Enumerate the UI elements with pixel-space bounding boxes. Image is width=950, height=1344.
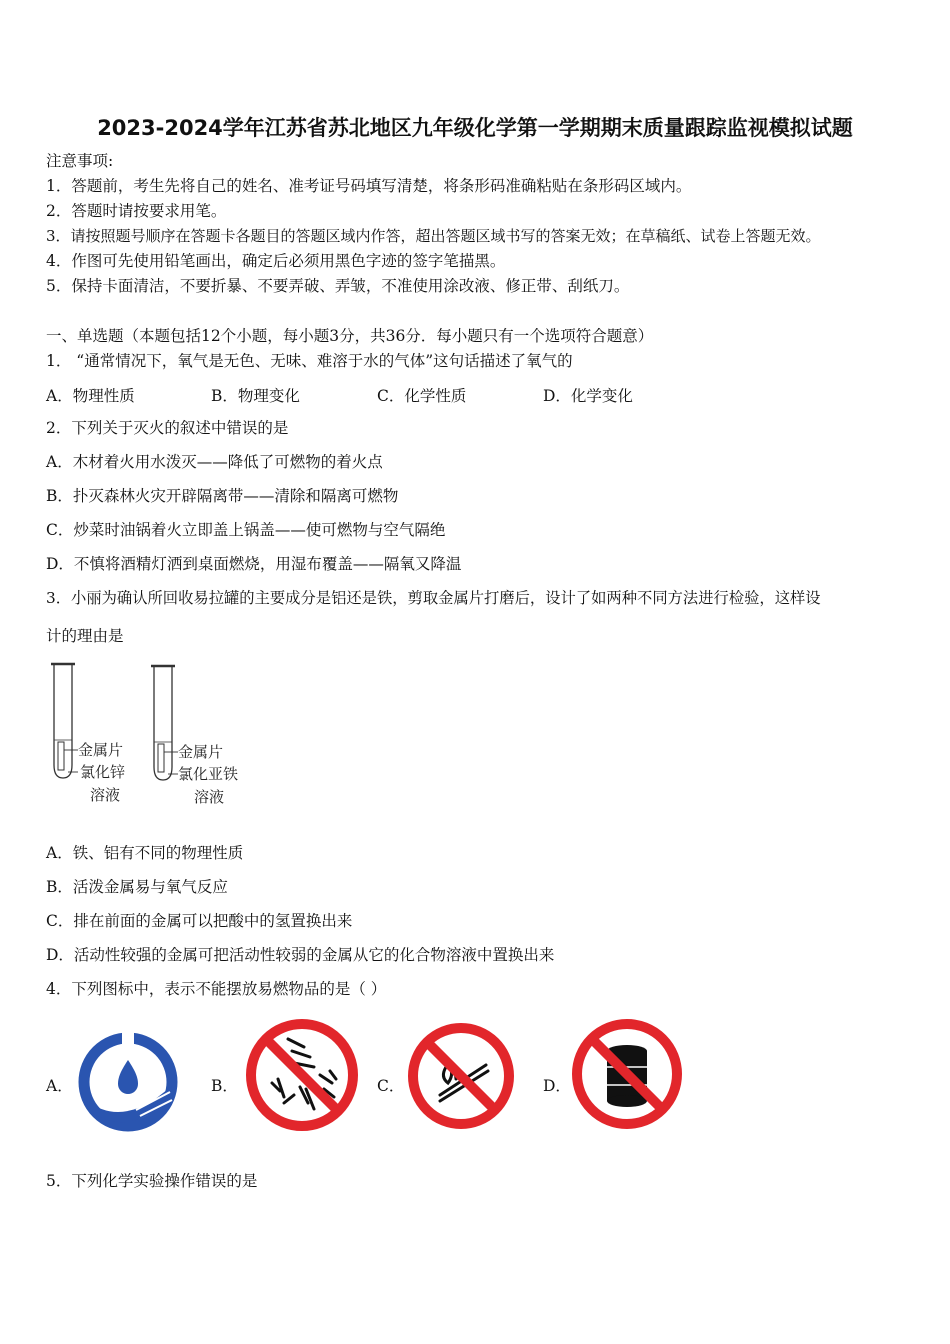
q2-option-d: D．不慎将酒精灯洒到桌面燃烧，用湿布覆盖——隔氧又降温 (46, 555, 462, 573)
notice-item: 4．作图可先使用铅笔画出，确定后必须用黑色字迹的签字笔描黑。 (46, 252, 506, 270)
question-3-stem-line2: 计的理由是 (46, 627, 124, 645)
water-saving-icon (76, 1030, 180, 1134)
q4-option-d-letter: D． (543, 1077, 571, 1095)
question-1-stem: 1． “通常情况下，氧气是无色、无味、难溶于水的气体”这句话描述了氧气的 (46, 352, 573, 370)
q3-option-b: B．活泼金属易与氧气反应 (46, 878, 228, 896)
q2-option-c: C．炒菜时油锅着火立即盖上锅盖——使可燃物与空气隔绝 (46, 521, 446, 539)
q2-option-a: A．木材着火用水泼灭——降低了可燃物的着火点 (46, 453, 383, 471)
q1-option-d: D．化学变化 (543, 387, 633, 405)
tube2-label-liquid: 溶液 (194, 788, 225, 806)
question-2-stem: 2．下列关于灭火的叙述中错误的是 (46, 419, 289, 437)
q4-option-b-letter: B． (211, 1077, 238, 1095)
no-fireworks-icon (244, 1017, 360, 1133)
notice-item: 2．答题时请按要求用笔。 (46, 202, 227, 220)
tube2-label-solution: 氯化亚铁 (178, 765, 239, 783)
test-tubes-figure (44, 660, 264, 810)
page-title: 2023-2024学年江苏省苏北地区九年级化学第一学期期末质量跟踪监视模拟试题 (97, 116, 853, 140)
notice-item: 3．请按照题号顺序在答题卡各题目的答题区域内作答，超出答题区域书写的答案无效；在草稿纸、试卷上答题无效。 (46, 227, 821, 245)
q2-option-b: B．扑灭森林火灾开辟隔离带——清除和隔离可燃物 (46, 487, 399, 505)
question-5-stem: 5．下列化学实验操作错误的是 (46, 1172, 258, 1190)
tube1-label-metal: 金属片 (78, 741, 124, 759)
tube1-label-solution: 氯化锌 (80, 763, 126, 781)
notice-item: 1．答题前，考生先将自己的姓名、准考证号码填写清楚，将条形码准确粘贴在条形码区域内。 (46, 177, 692, 195)
q3-option-d: D．活动性较强的金属可把活动性较弱的金属从它的化合物溶液中置换出来 (46, 946, 555, 964)
tube1-label-liquid: 溶液 (90, 786, 121, 804)
q1-option-b: B．物理变化 (211, 387, 300, 405)
question-3-stem-line1: 3．小丽为确认所回收易拉罐的主要成分是铝还是铁，剪取金属片打磨后，设计了如两种不同方法进行检验，这样设 (46, 589, 821, 607)
q1-option-a: A．物理性质 (46, 387, 135, 405)
section-heading: 一、单选题（本题包括12个小题，每小题3分，共36分．每小题只有一个选项符合题意） (46, 327, 654, 345)
q4-option-a-letter: A． (46, 1077, 73, 1095)
q4-option-c-letter: C． (377, 1077, 405, 1095)
no-flammable-storage-icon (570, 1017, 684, 1131)
no-smoking-icon (406, 1021, 516, 1131)
q3-option-c: C．排在前面的金属可以把酸中的氢置换出来 (46, 912, 353, 930)
q1-option-c: C．化学性质 (377, 387, 467, 405)
notice-heading: 注意事项: (46, 152, 114, 170)
notice-item: 5．保持卡面清洁，不要折暴、不要弄破、弄皱，不准使用涂改液、修正带、刮纸刀。 (46, 277, 630, 295)
question-4-stem: 4．下列图标中，表示不能摆放易燃物品的是（ ） (46, 980, 387, 998)
tube2-label-metal: 金属片 (178, 743, 224, 761)
q3-option-a: A．铁、铝有不同的物理性质 (46, 844, 244, 862)
